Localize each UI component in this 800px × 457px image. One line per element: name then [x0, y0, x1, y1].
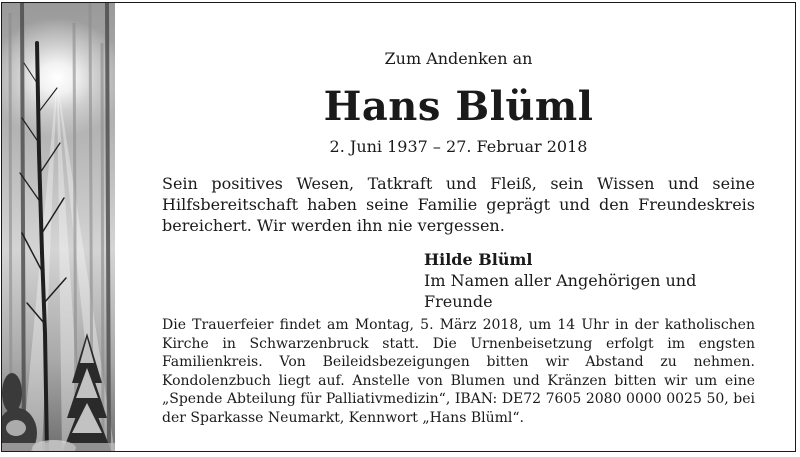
forest-photo — [2, 3, 115, 451]
obituary-notice — [1, 2, 796, 452]
signature-block — [424, 249, 755, 312]
signer-name: Hilde Blüml — [424, 250, 533, 269]
intro-text: Zum Andenken an — [384, 49, 533, 68]
life-dates: 2. Juni 1937 – 27. Februar 2018 — [329, 137, 588, 156]
signer-role: Im Namen aller Angehörigen und Freunde — [424, 271, 697, 311]
tribute-text: Sein positives Wesen, Tatkraft und Fleiß, sein Wissen und seine Hilfsbereitschaft haben seine Familie geprägt und den Freundeskreis bereichert. Wir werden ihn nie vergessen. — [162, 174, 755, 235]
funeral-details: Die Trauerfeier findet am Montag, 5. März 2018, um 14 Uhr in der katholischen Kirche in Schwarzenbruck statt. Die Urnenbeisetzung erfolgt im engsten Familienkreis. Von Beileidsbezeigungen bitten wir Abstand zu nehmen. Kondolenzbuch liegt auf. Anstelle von Blumen und Kränzen bitten wir um eine „Spende Abteilung für Palliativmedizin“, IBAN: DE72 7605 2080 0000 0025 50, bei der Sparkasse Neumarkt, Kennwort „Hans Blüml“. — [162, 317, 755, 426]
notice-content — [162, 3, 755, 451]
forest-trees-illustration — [2, 3, 115, 452]
deceased-name: Hans Blüml — [323, 83, 594, 130]
